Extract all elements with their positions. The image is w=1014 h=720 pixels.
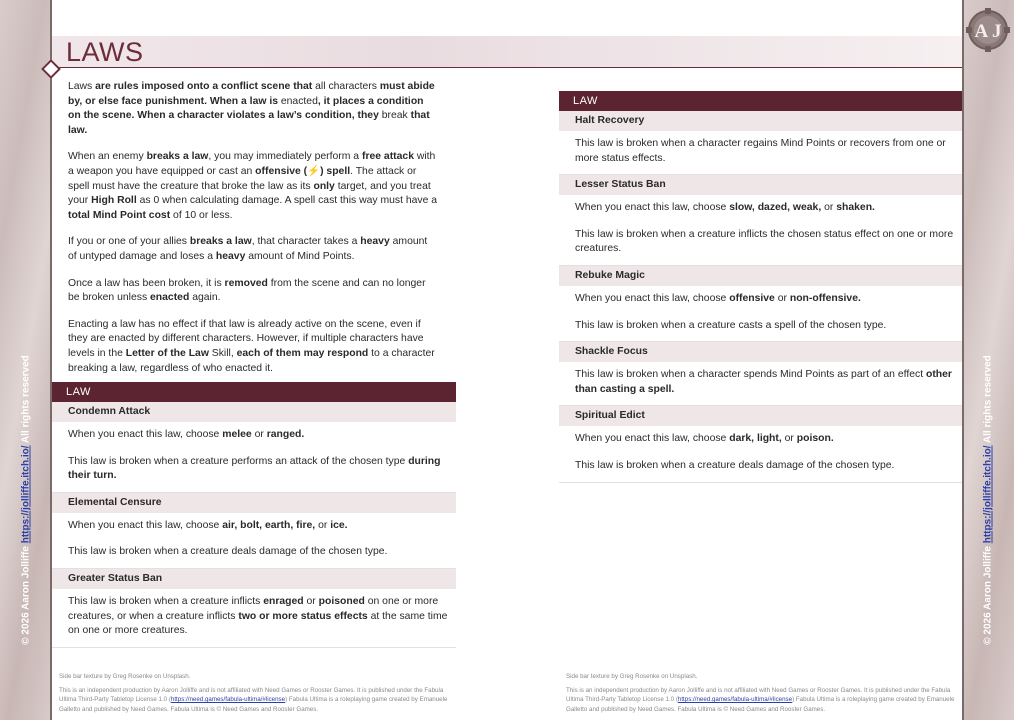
law-list [559, 111, 962, 483]
aj-logo-icon [966, 8, 1010, 52]
sidebar-copyright: © 2026 Aaron Jolliffe [20, 546, 32, 645]
bold-term: slow, dazed, weak, [729, 202, 822, 214]
law-description [52, 589, 456, 648]
law-name: Elemental Censure [52, 493, 456, 513]
bold-term: melee [222, 429, 252, 440]
sidebar-link[interactable]: https://jolliffe.itch.io/ [982, 445, 994, 544]
bold-term: offensive (⚡) spell [255, 165, 351, 177]
bold-term: offensive [729, 292, 775, 304]
bold-term: must abide by, or else face punishment. When a law is [68, 81, 435, 107]
intro-paragraph: If you or one of your allies breaks a law, that character takes a heavy amount of untyped damage and loses a heavy amount of Mind Points. [68, 236, 428, 262]
law-paragraph: When you enact this law, choose dark, light, or poison. [575, 433, 834, 445]
law-paragraph: This law is broken when a creature deals damage of the chosen type. [68, 546, 388, 558]
license-text: This is an independent production by Aaron Jolliffe and is not affiliated with Need Games or Rooster Games. It is published under the Fabula Ultima Third-Party Tabletop License 1.0 (https://need.games/fabula-ultima/#license) Fabula Ultima is a roleplaying game created by Emanuele Galletto and published by Need Games. Fabula Ultima is © Need Games and Rooster Games. [59, 686, 448, 713]
bold-term: heavy [360, 236, 390, 248]
license-link[interactable]: https://need.games/fabula-ultima/#license [170, 696, 286, 704]
bold-term: dark, light, [729, 433, 782, 445]
bold-term: non-offensive. [789, 292, 861, 304]
sidebar-credit [21, 290, 32, 710]
intro-paragraph: Once a law has been broken, it is removed from the scene and can no longer be broken unless enacted again. [68, 277, 426, 304]
law-name: Shackle Focus [559, 342, 962, 362]
bold-term: enraged [263, 595, 304, 607]
title-bar [52, 36, 962, 68]
bold-term: , it places a condition on the scene. When a character violates a law’s condition, they [68, 95, 424, 122]
bold-term: total Mind Point cost [68, 209, 171, 221]
law-table-left [52, 382, 456, 648]
intro-paragraph: Enacting a law has no effect if that law is already active on the scene, even if they are enacted by different characters. However, if multiple characters have levels in the Letter of the Law Skill, each of them may respond to a character breaking a law, regardless of who enacted it. [68, 318, 435, 374]
law-name: Rebuke Magic [559, 266, 962, 286]
bold-term: heavy [215, 250, 246, 262]
intro-paragraph: When an enemy breaks a law, you may immediately perform a free attack with a weapon you have equipped or cast an offensive (⚡) spell. The attack or spell must have the creature that broke the law as its only target, and you treat your High Roll as 0 when calculating damage. A spell cast this way must have a total Mind Point cost of 10 or less. [68, 151, 438, 221]
bold-term: ice. [330, 519, 348, 531]
law-paragraph: When you enact this law, choose melee or ranged. [68, 429, 305, 440]
law-paragraph: This law is broken when a creature inflicts enraged or poisoned on one or more creatures, or when a creature inflicts two or more status effects at the same time on one or more creatures. [68, 595, 448, 637]
footer-left [59, 672, 449, 714]
law-name: Spiritual Edict [559, 406, 962, 426]
law-paragraph: This law is broken when a creature deals damage of the chosen type. [575, 459, 895, 471]
license-link[interactable]: https://need.games/fabula-ultima/#license [677, 696, 793, 704]
law-description [559, 286, 962, 342]
law-paragraph: This law is broken when a creature inflicts the chosen status effect on one or more creatures. [575, 228, 954, 255]
right-sidebar [962, 0, 1014, 720]
bold-term: ranged. [266, 429, 305, 440]
law-table-right [559, 91, 962, 483]
law-table-header: LAW [52, 382, 456, 402]
law-paragraph: This law is broken when a character regains Mind Points or recovers from one or more status effects. [575, 138, 946, 164]
law-paragraph: This law is broken when a creature casts a spell of the chosen type. [575, 319, 887, 331]
bold-term: Letter of the Law [125, 347, 209, 359]
bold-term: two or more status effects [238, 610, 368, 622]
bold-term: poison. [796, 433, 834, 445]
sidebar-rights: All rights reserved [20, 355, 32, 444]
law-description [559, 362, 962, 406]
bold-term: High Roll [91, 195, 137, 207]
law-description [559, 131, 962, 175]
sidebar-rule [962, 0, 964, 720]
bold-term: that law. [68, 110, 430, 136]
page-title: LAWS [66, 37, 144, 67]
bold-term: other than casting a spell. [575, 369, 952, 395]
law-name: Greater Status Ban [52, 569, 456, 589]
logo-letters: A J [974, 21, 1002, 42]
law-paragraph: When you enact this law, choose offensive or non-offensive. [575, 292, 861, 304]
texture-note: Side bar texture by Greg Rosenke on Unsplash. [566, 673, 698, 680]
sidebar-credit [983, 290, 994, 710]
law-description [52, 422, 456, 493]
bold-term: free attack [361, 151, 414, 163]
law-paragraph: This law is broken when a creature performs an attack of the chosen type during their turn. [68, 455, 441, 482]
bold-term: breaks a law [146, 151, 209, 163]
law-paragraph: When you enact this law, choose air, bolt, earth, fire, or ice. [68, 519, 348, 531]
sidebar-copyright: © 2026 Aaron Jolliffe [982, 546, 994, 645]
law-paragraph: This law is broken when a character spends Mind Points as part of an effect other than casting a spell. [575, 369, 952, 395]
bold-term: air, bolt, earth, fire, [222, 519, 316, 531]
law-paragraph: When you enact this law, choose slow, dazed, weak, or shaken. [575, 202, 875, 214]
footer-right [566, 672, 956, 714]
law-table-header: LAW [559, 91, 962, 111]
law-description [559, 426, 962, 482]
law-list [52, 402, 456, 648]
intro-paragraph: Laws are rules imposed onto a conflict scene that all characters must abide by, or else face punishment. When a law is enacted, it places a condition on the scene. When a character violates a law’s condition, they break that law. [68, 81, 435, 136]
law-description [559, 195, 962, 266]
law-name: Condemn Attack [52, 402, 456, 422]
bold-term: removed [224, 277, 268, 289]
law-name: Lesser Status Ban [559, 175, 962, 195]
bold-term: only [313, 180, 335, 192]
texture-note: Side bar texture by Greg Rosenke on Unsplash. [59, 673, 191, 680]
bold-term: shaken. [836, 202, 875, 214]
bold-term: poisoned [318, 595, 365, 607]
bold-term: each of them may respond [236, 347, 369, 359]
bold-term: breaks a law [189, 236, 252, 248]
left-sidebar [0, 0, 52, 720]
law-name: Halt Recovery [559, 111, 962, 131]
intro-text [68, 80, 438, 388]
bold-term: enacted [150, 292, 190, 304]
bold-term: are rules imposed onto a conflict scene that [92, 81, 316, 92]
sidebar-rights: All rights reserved [982, 355, 994, 444]
bold-term: during their turn. [68, 455, 441, 482]
license-text: This is an independent production by Aaron Jolliffe and is not affiliated with Need Games or Rooster Games. It is published under the Fabula Ultima Third-Party Tabletop License 1.0 (https://need.games/fabula-ultima/#license) Fabula Ultima is a roleplaying game created by Emanuele Galletto and published by Need Games. Fabula Ultima is © Need Games and Rooster Games. [566, 686, 955, 713]
sidebar-link[interactable]: https://jolliffe.itch.io/ [20, 445, 32, 544]
law-description [52, 513, 456, 569]
